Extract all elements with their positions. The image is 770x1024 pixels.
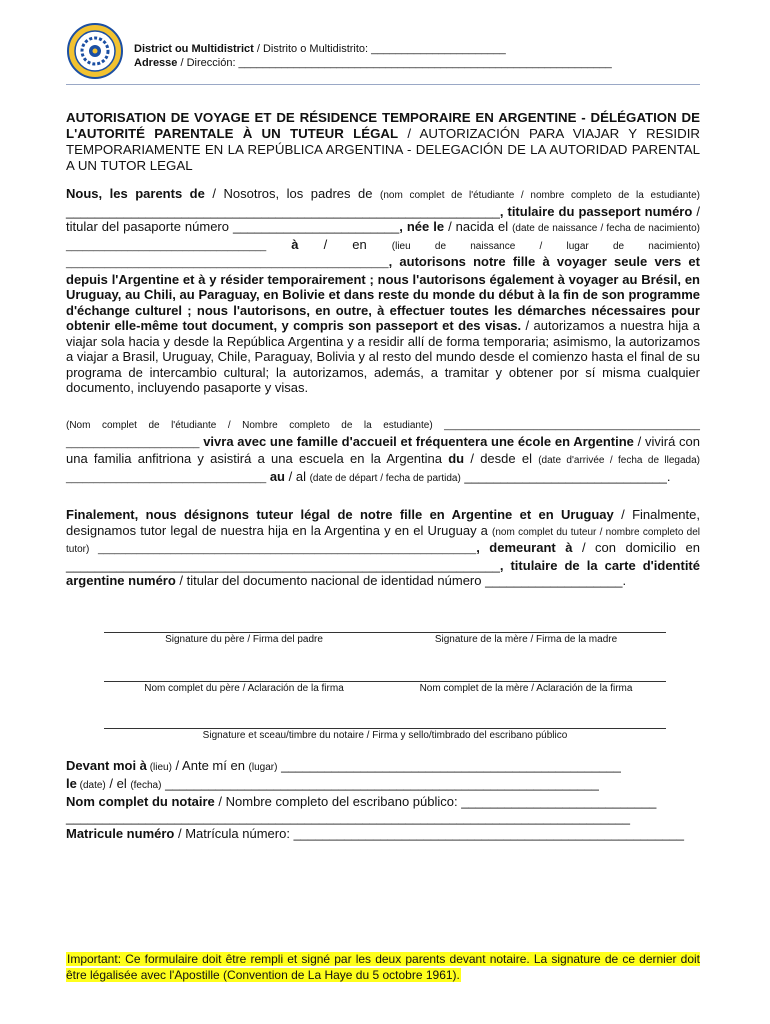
registration-line [66, 826, 700, 842]
notary-place-field[interactable]: _______________________________________________ [277, 758, 621, 773]
date-es: / el [105, 776, 131, 791]
notary-signature-line[interactable] [104, 728, 666, 729]
district-field[interactable]: / Distrito o Multidistrito: ______________________ [253, 43, 506, 55]
to-label: au [266, 468, 286, 484]
important-text: Important: Ce formulaire doit être rempli et signé par les deux parents devant notaire. La signature de ce dernier doit être légalisée avec l'Apostille (Convention de La Haye du 5 octobre 1961). [66, 952, 700, 982]
address-field[interactable]: / Dirección: _____________________________________________________________ [177, 57, 612, 69]
departure-date-hint: (date de départ / fecha de partida) [309, 472, 461, 484]
arrival-date-field[interactable]: (date d'arrivée / fecha de llegada) ____________________________________ [66, 455, 700, 484]
notary-date-field[interactable]: ____________________________________________________________ [161, 776, 599, 791]
born-on-es: / nacida el [444, 219, 513, 234]
notary-signature-caption: Signature et sceau/timbre du notaire / Firma y sello/timbrado del escribano público [202, 730, 568, 741]
birth-date-field[interactable]: (date de naissance / fecha de nacimiento) ____________________________________ [66, 223, 700, 252]
student-name-hint: (nom complet de l'étudiante / nombre completo de la estudiante) [380, 190, 700, 201]
mother-signature-caption: Signature de la mère / Firma de la madre [434, 634, 618, 645]
notary-name-field[interactable]: / Nombre completo del escribano público: ___________________________ [214, 794, 657, 809]
from-label: du [448, 451, 465, 466]
important-note [66, 952, 700, 983]
father-name-caption: Nom complet du père / Aclaración de la firma [144, 683, 344, 694]
tutor-id-field[interactable]: / titular del documento nacional de identidad número ___________________. [175, 573, 627, 588]
host-family-spanish: / vivirá con una familia anfitriona y asistirá a una escuela en la Argentina [66, 433, 700, 466]
title-spanish: / AUTORIZACIÓN PARA VIAJAR Y RESIDIR TEMPORARIAMENTE EN LA REPÚBLICA ARGENTINA - DELEGACIÓN DE LA AUTORIDAD PARENTAL A UN TUTOR LEGAL [66, 126, 700, 173]
from-es: / desde el [464, 451, 539, 466]
born-at-es: / en [298, 236, 392, 252]
passport-field[interactable]: / titular del pasaporte número _______________________ [66, 203, 700, 234]
tutor-address-field[interactable]: / con domicilio en ____________________________________________________________ [66, 540, 701, 573]
host-family-french: vivra avec une famille d'accueil et fréquentera une école en Argentine [199, 433, 634, 449]
place-hint: (lieu) [146, 762, 172, 773]
tutor-paragraph [66, 507, 700, 589]
student-fullname-field[interactable]: (Nom complet de l'étudiante / Nombre completo de la estudiante) ______________________________________________ ________________________ [66, 420, 700, 449]
registration-label: Matricule numéro [66, 826, 175, 841]
notary-date-line [66, 776, 700, 794]
district-line [134, 42, 612, 56]
district-label: District ou Multidistrict [134, 43, 254, 55]
student-name-field[interactable]: ____________________________________________________________ [66, 203, 500, 219]
parents-signature-line[interactable] [104, 632, 666, 633]
born-at-label: à [266, 236, 299, 252]
mother-name-caption: Nom complet de la mère / Aclaración de la firma [419, 683, 633, 694]
birth-place-field[interactable]: (lieu de naissance / lugar de nacimiento) __________________________________________________________ [66, 240, 700, 269]
authorization-spanish: / autorizamos a nuestra hija a viajar sola hacia y desde la República Argentina y a residir allí de forma temporaria; asimismo, la autorizamos a viajar a Brasil, Uruguay, Chile, Paraguay, Bolivia y al resto del mundo desde el comienzo hasta el final de su programa de intercambio cultural; la autorizamos, además, a tramitar y obtener por sí misma cualquier documento, incluyendo pasaporte y visas. [66, 318, 700, 395]
passport-label: , titulaire du passeport numéro [499, 203, 693, 219]
date-hint: (date) [76, 780, 106, 791]
father-signature-caption: Signature du père / Firma del padre [165, 634, 323, 645]
header-divider [66, 84, 700, 85]
before-me-es: / Ante mí en [171, 758, 249, 773]
parents-intro: Nous, les parents de [66, 186, 205, 201]
parents-name-line[interactable] [104, 681, 666, 682]
parents-paragraph [66, 186, 700, 396]
authorization-french: , autorisons notre fille à voyager seule vers et depuis l'Argentine et à y résider temporairement ; nous l'autorisons également à voyager au Brésil, en Uruguay, au Chili, au Paraguay, en Bolivie et dans reste du monde du début à la fin de son programme d'échange culturel ; nous l'autorisons, en outre, à effectuer toutes les démarches nécessaires pour obtenir elle-même tout document, y compris son passeport et des visas. [66, 254, 700, 333]
address-line [134, 56, 612, 70]
to-es: / al [285, 468, 310, 484]
host-paragraph [66, 416, 700, 486]
date-label: le [66, 776, 77, 791]
departure-date-field[interactable]: ____________________________. [460, 468, 671, 484]
notary-name-line [66, 794, 700, 810]
organization-logo [66, 22, 124, 80]
tutor-name-field[interactable]: (nom complet du tuteur / nombre completo del tutor) ____________________________________________________________________ [66, 526, 701, 555]
place-hint-es: (lugar) [248, 762, 278, 773]
born-on-label: , née le [399, 219, 445, 234]
residing-label: , demeurant à [476, 540, 573, 555]
notary-place-line [66, 758, 700, 776]
notary-name-continuation[interactable]: ______________________________________________________________________________ [66, 810, 630, 825]
registration-field[interactable]: / Matrícula número: ______________________________________________________ [174, 826, 684, 841]
address-label: Adresse [134, 57, 178, 69]
date-hint-es: (fecha) [130, 780, 162, 791]
title-french: AUTORISATION DE VOYAGE ET DE RÉSIDENCE TEMPORAIRE EN ARGENTINE - DÉLÉGATION DE L'AUTORITÉ PARENTALE À UN TUTEUR LÉGAL [66, 110, 700, 141]
tutor-designation-french: Finalement, nous désignons tuteur légal de notre fille en Argentine et en Uruguay [66, 507, 614, 522]
before-me-label: Devant moi à [66, 758, 147, 773]
notary-name-label: Nom complet du notaire [66, 794, 215, 809]
notary-block [66, 758, 700, 842]
id-card-label: , titulaire de la carte d'identité argentine numéro [66, 557, 700, 588]
parents-intro-es: / Nosotros, los padres de [204, 186, 381, 201]
tutor-designation-spanish: / Finalmente, designamos tutor legal de nuestra hija en la Argentina y en el Uruguay a [66, 507, 700, 538]
document-title [66, 110, 700, 174]
header [134, 42, 612, 70]
